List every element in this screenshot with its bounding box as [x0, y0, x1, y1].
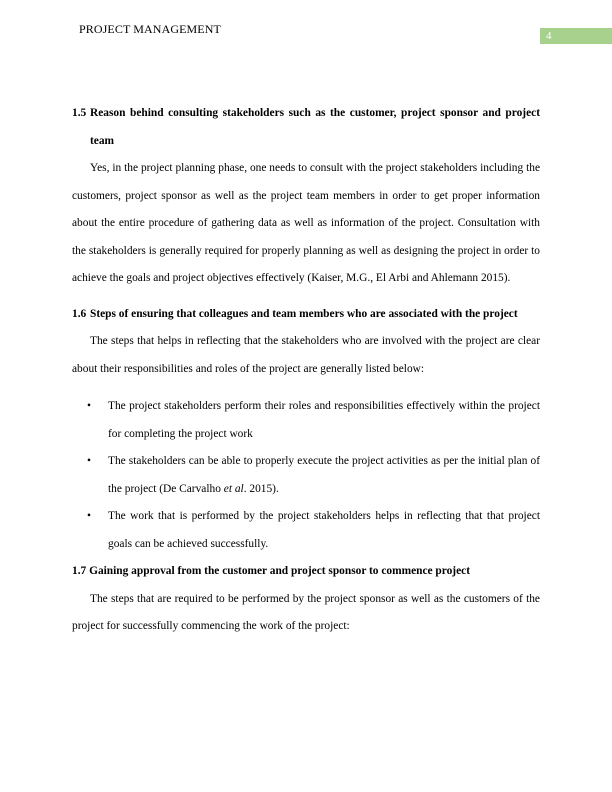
section-number: 1.6 — [72, 307, 87, 320]
bullet-icon: • — [87, 400, 91, 412]
paragraph-1-6-intro: The steps that helps in reflecting that the stakeholders who are involved with the project are clear about their responsibilities and roles of the project are generally listed below: — [72, 335, 540, 375]
section-heading-1-5 — [72, 100, 540, 155]
running-header: PROJECT MANAGEMENT — [79, 22, 221, 36]
bullet-icon: • — [87, 455, 91, 467]
page-number: 4 — [540, 28, 612, 44]
list-item — [72, 503, 540, 558]
list-item-text: The stakeholders can be able to properly execute the project activities as per the initial plan of the project (De Carvalho et al. 2015). — [108, 455, 540, 495]
section-heading-1-7: 1.7 Gaining approval from the customer and project sponsor to commence project — [72, 565, 471, 577]
document-body — [72, 100, 540, 641]
paragraph-1-5: Yes, in the project planning phase, one needs to consult with the project stakeholders including the customers, project sponsor as well as the project team members in order to get proper information about the entire procedure of gathering data as well as information of the project. Consultation with the stakeholders is generally required for properly planning as well as designing the project in order to achieve the goals and project objectives effectively (Kaiser, M.G., El Arbi and Ahlemann 2015). — [72, 162, 540, 284]
bullet-icon: • — [87, 510, 91, 522]
section-heading-1-6 — [72, 301, 540, 329]
paragraph-1-7: The steps that are required to be performed by the project sponsor as well as the customers of the project for successfully commencing the work of the project: — [72, 592, 540, 632]
list-item — [72, 393, 540, 448]
bullet-list — [72, 393, 540, 558]
list-item-text: The project stakeholders perform their roles and responsibilities effectively within the project for completing the project work — [108, 400, 540, 440]
section-title: Steps of ensuring that colleagues and team members who are associated with the project — [90, 307, 518, 320]
list-item — [72, 448, 540, 503]
section-title: Reason behind consulting stakeholders such as the customer, project sponsor and project team — [90, 107, 540, 147]
section-number: 1.5 — [72, 107, 87, 119]
list-item-text: The work that is performed by the project stakeholders helps in reflecting that that project goals can be achieved successfully. — [108, 510, 540, 550]
